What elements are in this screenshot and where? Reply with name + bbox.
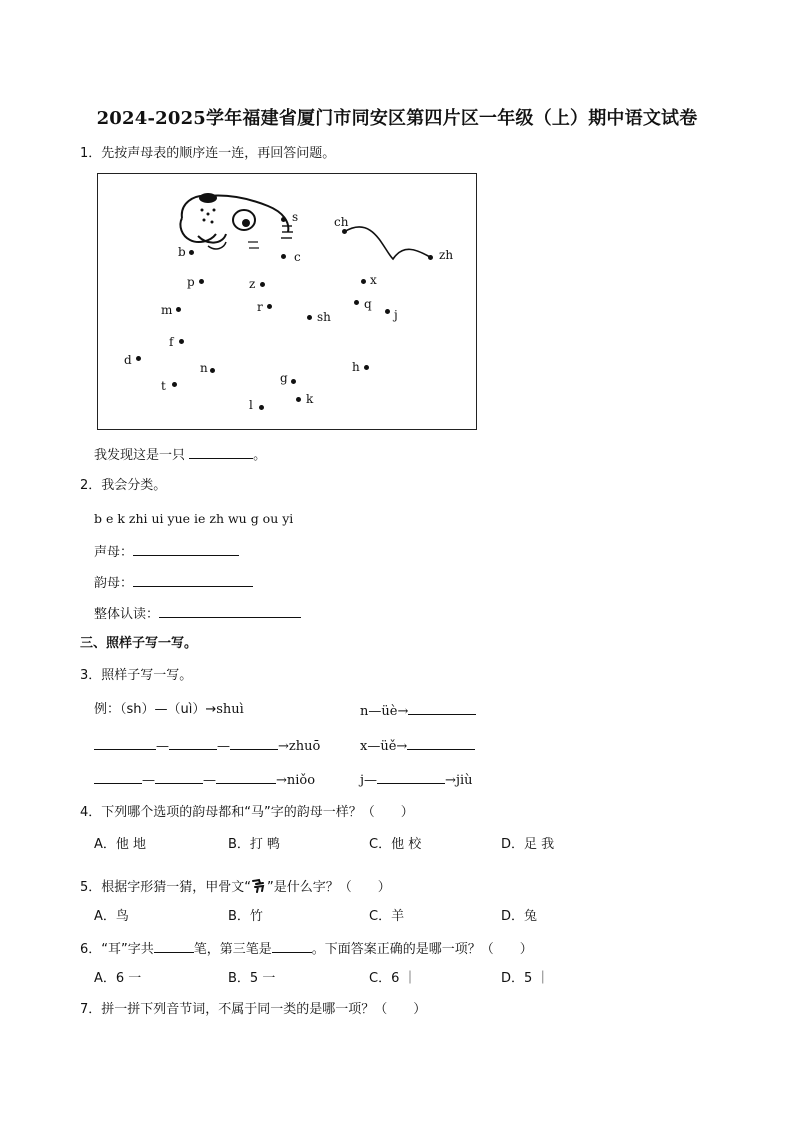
dot-p[interactable] — [199, 279, 204, 284]
q2-shengmu-row — [94, 543, 239, 561]
q3-example-result: shuì — [216, 702, 244, 717]
q3-row3-blank-2[interactable] — [155, 771, 203, 784]
q5-option-c[interactable]: C．羊 — [369, 909, 405, 924]
q2-yunmu-row — [94, 574, 253, 592]
q1-answer-prefix: 我发现这是一只 — [94, 448, 186, 463]
q1-answer-line — [94, 446, 266, 464]
dot-b[interactable] — [189, 250, 194, 255]
q3-row3-right-prefix: j— — [360, 773, 378, 788]
dot-to-dot-figure — [97, 173, 477, 430]
q2-yunmu-blank[interactable] — [133, 574, 253, 587]
section-3-heading: 三、照样子写一写。 — [80, 636, 198, 651]
dot-k[interactable] — [296, 397, 301, 402]
q5-text-after: ”是什么字？（ ） — [267, 880, 391, 895]
q3-row2-blank-2[interactable] — [169, 737, 217, 750]
q5-option-b[interactable]: B．竹 — [228, 909, 263, 924]
q4-option-a[interactable]: A．他 地 — [94, 837, 147, 852]
label-z: z — [249, 277, 256, 291]
q6-blank-third-stroke[interactable] — [272, 940, 312, 953]
label-f: f — [169, 335, 174, 349]
label-x: x — [370, 273, 377, 287]
dot-h[interactable] — [364, 365, 369, 370]
q1-answer-blank[interactable] — [189, 446, 253, 459]
dot-m[interactable] — [176, 307, 181, 312]
q3-row3-blank-3[interactable] — [216, 771, 276, 784]
dot-sh[interactable] — [307, 315, 312, 320]
dot-t[interactable] — [172, 382, 177, 387]
dot-g[interactable] — [291, 379, 296, 384]
q3-row3-arrow: → — [276, 773, 287, 788]
q5-text-before: 5．根据字形猜一猜，甲骨文“ — [80, 880, 252, 895]
q2-yunmu-label: 韵母： — [94, 576, 134, 591]
label-j: j — [394, 308, 398, 322]
label-d: d — [124, 353, 132, 367]
q3-example — [94, 702, 244, 718]
label-r: r — [257, 300, 263, 314]
q4-option-b[interactable]: B．打 鸭 — [228, 837, 281, 852]
dot-j[interactable] — [385, 309, 390, 314]
q6-text-a: 6．“耳”字共 — [80, 942, 154, 957]
label-b: b — [178, 245, 186, 259]
q2-zhengti-row — [94, 605, 301, 623]
q6-text-c: 。下面答案正确的是哪一项？（ ） — [311, 942, 533, 957]
q1-answer-suffix: 。 — [253, 448, 267, 463]
dot-l[interactable] — [259, 405, 264, 410]
q3-row2-right-text: x—üě→ — [360, 739, 408, 754]
q3-row3-right-blank[interactable] — [377, 771, 445, 784]
dot-c[interactable] — [281, 254, 286, 259]
q3-row1-right-blank[interactable] — [408, 702, 476, 715]
label-t: t — [161, 379, 166, 393]
q6-option-c[interactable]: C．6 ｜ — [369, 971, 417, 986]
label-m: m — [161, 303, 173, 317]
q2-shengmu-blank[interactable] — [133, 543, 239, 556]
label-sh: sh — [317, 310, 331, 324]
dot-s[interactable] — [281, 217, 286, 222]
question-4: 4．下列哪个选项的韵母都和“马”字的韵母一样？（ ） — [80, 805, 414, 820]
q3-row3-dash-1: — — [142, 773, 155, 788]
q3-row2-dash-1: — — [156, 739, 169, 754]
q3-row2-blank-3[interactable] — [230, 737, 278, 750]
q2-zhengti-blank[interactable] — [159, 605, 301, 618]
q3-row3-syllable: niǒo — [286, 773, 316, 788]
label-h: h — [352, 360, 360, 374]
q3-row3-left — [94, 771, 315, 789]
q6-option-b[interactable]: B．5 一 — [228, 971, 276, 986]
question-7: 7．拼一拼下列音节词，不属于同一类的是哪一项？（ ） — [80, 1002, 427, 1017]
q3-row3-blank-1[interactable] — [94, 771, 142, 784]
animal-drawing — [98, 174, 476, 429]
dot-z[interactable] — [260, 282, 265, 287]
q3-row3-dash-2: — — [203, 773, 216, 788]
label-p: p — [187, 275, 195, 289]
q3-row3-right — [360, 771, 473, 789]
q6-option-d[interactable]: D．5 ｜ — [501, 971, 550, 986]
label-k: k — [306, 392, 314, 406]
label-c: c — [294, 250, 301, 264]
q3-row2-dash-2: — — [217, 739, 230, 754]
question-5 — [80, 878, 391, 896]
label-s: s — [292, 210, 299, 224]
q3-row2-syllable: zhuō — [288, 739, 321, 754]
dot-q[interactable] — [354, 300, 359, 305]
q3-row3-right-arrow: → — [445, 773, 456, 788]
label-n: n — [200, 361, 208, 375]
label-q: q — [364, 297, 372, 311]
q3-row2-right — [360, 737, 475, 755]
label-g: g — [280, 371, 288, 385]
q6-text-b: 笔，第三笔是 — [193, 942, 272, 957]
dot-ch[interactable] — [342, 229, 347, 234]
q4-option-c[interactable]: C．他 校 — [369, 837, 422, 852]
label-l: l — [249, 398, 253, 412]
dot-x[interactable] — [361, 279, 366, 284]
question-2: 2．我会分类。 — [80, 478, 167, 493]
q3-row2-left — [94, 737, 320, 755]
question-6 — [80, 940, 533, 958]
label-zh: zh — [439, 248, 454, 262]
question-1: 1．先按声母表的顺序连一连，再回答问题。 — [80, 146, 336, 161]
q2-shengmu-label: 声母： — [94, 545, 134, 560]
q2-zhengti-label: 整体认读： — [94, 607, 160, 622]
page-title: 2024-2025学年福建省厦门市同安区第四片区一年级（上）期中语文试卷 — [96, 108, 698, 129]
oracle-bone-character-image — [251, 878, 267, 894]
q3-row2-arrow: → — [278, 739, 289, 754]
label-ch: ch — [334, 215, 349, 229]
q3-row3-right-result: jiù — [455, 773, 473, 788]
dot-r[interactable] — [267, 304, 272, 309]
q5-option-a[interactable]: A．鸟 — [94, 909, 129, 924]
dot-d[interactable] — [136, 356, 141, 361]
q4-option-d[interactable]: D．足 我 — [501, 837, 555, 852]
q2-syllables: b e k zhi ui yue ie zh wu g ou yi — [94, 511, 294, 526]
q6-blank-strokes[interactable] — [154, 940, 194, 953]
q3-example-prefix: 例：（sh）—（uì）→ — [94, 702, 217, 717]
q6-option-a[interactable]: A．6 一 — [94, 971, 142, 986]
q3-row2-blank-1[interactable] — [94, 737, 156, 750]
q3-row2-right-blank[interactable] — [407, 737, 475, 750]
q5-option-d[interactable]: D．兔 — [501, 909, 538, 924]
q3-row1-right-text: n—üè→ — [360, 704, 409, 719]
question-3: 3．照样子写一写。 — [80, 668, 193, 683]
dot-zh[interactable] — [428, 255, 433, 260]
dot-f[interactable] — [179, 339, 184, 344]
dot-n[interactable] — [210, 368, 215, 373]
q3-row1-right — [360, 702, 476, 720]
